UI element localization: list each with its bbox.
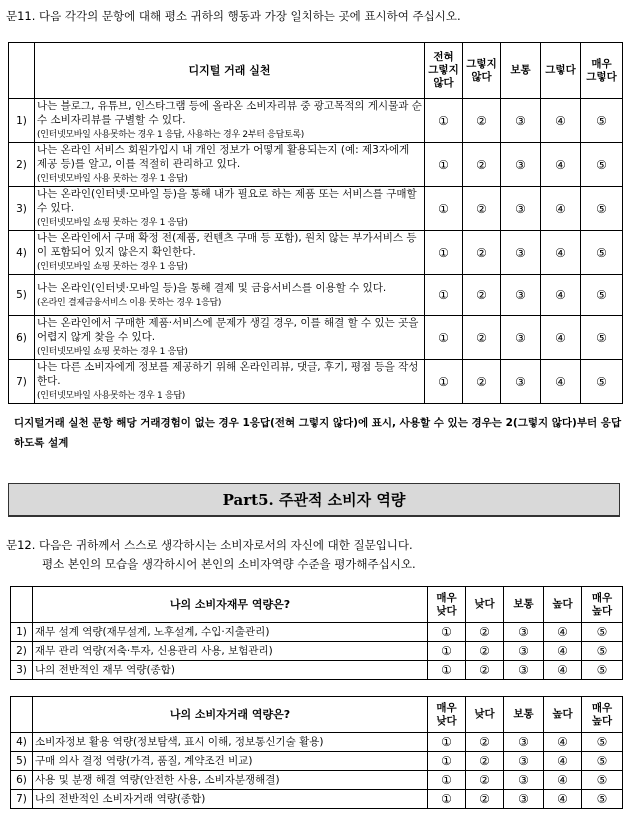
row-number: 4) [9, 231, 35, 275]
answer-option-3[interactable]: ③ [504, 733, 544, 752]
q12a-header-item: 나의 소비자재무 역량은? [33, 587, 428, 623]
answer-option-5[interactable]: ⑤ [582, 623, 623, 642]
row-item-text: 나는 온라인(인터넷·모바일 등)을 통해 결제 및 금융서비스를 이용할 수 있다. [37, 281, 387, 294]
answer-option-3[interactable]: ③ [504, 661, 544, 680]
row-item-note: (인터넷모바일 사용못하는 경우 1 응답, 사용하는 경우 2부터 응답토록) [37, 130, 304, 140]
table-row [11, 790, 623, 809]
answer-option-3[interactable]: ③ [504, 642, 544, 661]
row-number: 2) [11, 642, 33, 661]
answer-option-4[interactable]: ④ [544, 623, 582, 642]
answer-option-5[interactable]: ⑤ [582, 790, 623, 809]
answer-option-2[interactable]: ② [463, 187, 501, 231]
row-item [35, 360, 425, 404]
table-row [11, 661, 623, 680]
row-item-text: 구매 의사 결정 역량(가격, 품질, 계약조건 비교) [33, 752, 428, 771]
answer-option-4[interactable]: ④ [541, 275, 581, 316]
answer-option-3[interactable]: ③ [501, 187, 541, 231]
answer-option-5[interactable]: ⑤ [581, 99, 623, 143]
answer-option-2[interactable]: ② [466, 661, 504, 680]
row-number: 7) [11, 790, 33, 809]
q12-line1: 문12. 다음은 귀하께서 스스로 생각하시는 소비자로서의 자신에 대한 질문입니다. [6, 538, 413, 552]
answer-option-2[interactable]: ② [463, 360, 501, 404]
answer-option-3[interactable]: ③ [501, 316, 541, 360]
q11-header-col-2: 그렇지 않다 [463, 43, 501, 99]
row-number: 4) [11, 733, 33, 752]
table-row [9, 360, 623, 404]
q12a-header-col-4: 높다 [544, 587, 582, 623]
row-item-text: 나는 온라인에서 구매한 제품·서비스에 문제가 생길 경우, 이를 해결 할 수 있는 곳을 어렵지 않게 찾을 수 있다. [37, 317, 419, 343]
table-row [11, 733, 623, 752]
q12a-header-col-3: 보통 [504, 587, 544, 623]
answer-option-5[interactable]: ⑤ [581, 187, 623, 231]
q12-line2: 평소 본인의 모습을 생각하시어 본인의 소비자역량 수준을 평가해주십시오. [42, 557, 416, 571]
row-item-note: (온라인 결제금융서비스 이용 못하는 경우 1응답) [37, 297, 222, 308]
answer-option-4[interactable]: ④ [544, 733, 582, 752]
row-item [35, 187, 425, 231]
q11-header-col-5: 매우 그렇다 [581, 43, 623, 99]
q11-note: 디지털거래 실천 문항 해당 거래경험이 없는 경우 1응답(전혀 그렇지 않다)에 표시, 사용할 수 있는 경우는 2(그렇지 않다)부터 응답하도록 설계 [14, 417, 622, 449]
answer-option-5[interactable]: ⑤ [581, 316, 623, 360]
q12b-header-col-2: 낮다 [466, 697, 504, 733]
table-row [11, 771, 623, 790]
row-item [35, 275, 425, 316]
row-item-text: 나는 온라인(인터넷·모바일 등)을 통해 내가 필요로 하는 제품 또는 서비스를 구매할 수 있다. [37, 188, 417, 214]
answer-option-1[interactable]: ① [428, 733, 466, 752]
q11-header-col-1: 전혀 그렇지 않다 [425, 43, 463, 99]
answer-option-5[interactable]: ⑤ [581, 143, 623, 187]
answer-option-1[interactable]: ① [425, 143, 463, 187]
q12b-header-col-5: 매우 높다 [582, 697, 623, 733]
row-item [35, 316, 425, 360]
answer-option-4[interactable]: ④ [541, 231, 581, 275]
answer-option-1[interactable]: ① [428, 642, 466, 661]
q12-table-finance [10, 586, 623, 680]
answer-option-5[interactable]: ⑤ [581, 360, 623, 404]
q12a-header-col-2: 낮다 [466, 587, 504, 623]
answer-option-1[interactable]: ① [425, 360, 463, 404]
answer-option-1[interactable]: ① [428, 623, 466, 642]
row-item-text: 나는 온라인 서비스 회원가입시 내 개인 정보가 어떻게 활용되는지 (예: 제3자에게 제공 등)를 알고, 이를 적절히 관리하고 있다. [37, 144, 410, 170]
answer-option-4[interactable]: ④ [541, 143, 581, 187]
row-number: 3) [11, 661, 33, 680]
answer-option-1[interactable]: ① [425, 316, 463, 360]
answer-option-3[interactable]: ③ [501, 143, 541, 187]
answer-option-4[interactable]: ④ [541, 316, 581, 360]
q11-header-col-3: 보통 [501, 43, 541, 99]
row-number: 1) [11, 623, 33, 642]
row-item-text: 재무 관리 역량(저축·투자, 신용관리 사용, 보험관리) [33, 642, 428, 661]
part5-banner: Part5. 주관적 소비자 역량 [8, 483, 620, 517]
answer-option-2[interactable]: ② [463, 143, 501, 187]
row-number: 6) [11, 771, 33, 790]
q11-header-col-4: 그렇다 [541, 43, 581, 99]
row-item-text: 재무 설계 역량(재무설계, 노후설계, 수입·지출관리) [33, 623, 428, 642]
answer-option-5[interactable]: ⑤ [581, 231, 623, 275]
q11-header-item: 디지털 거래 실천 [35, 43, 425, 99]
table-row [9, 143, 623, 187]
row-item-note: (인터넷모바일 쇼핑 못하는 경우 1 응답) [37, 262, 188, 272]
answer-option-2[interactable]: ② [463, 99, 501, 143]
answer-option-2[interactable]: ② [463, 275, 501, 316]
table-row [9, 275, 623, 316]
row-item-text: 나의 전반적인 재무 역량(종합) [33, 661, 428, 680]
answer-option-2[interactable]: ② [466, 623, 504, 642]
answer-option-2[interactable]: ② [463, 316, 501, 360]
answer-option-3[interactable]: ③ [504, 790, 544, 809]
row-item-note: (인터넷모바일 사용못하는 경우 1 응답) [37, 391, 186, 401]
row-number: 5) [11, 752, 33, 771]
row-item-text: 소비자정보 활용 역량(정보탐색, 표시 이해, 정보통신기술 활용) [33, 733, 428, 752]
answer-option-4[interactable]: ④ [541, 360, 581, 404]
answer-option-2[interactable]: ② [466, 642, 504, 661]
answer-option-1[interactable]: ① [428, 790, 466, 809]
answer-option-2[interactable]: ② [466, 790, 504, 809]
table-row [9, 187, 623, 231]
row-number: 2) [9, 143, 35, 187]
answer-option-5[interactable]: ⑤ [582, 771, 623, 790]
row-item-note: (인터넷모바일 쇼핑 못하는 경우 1 응답) [37, 347, 188, 357]
answer-option-4[interactable]: ④ [544, 752, 582, 771]
table-row [11, 642, 623, 661]
answer-option-4[interactable]: ④ [544, 771, 582, 790]
answer-option-2[interactable]: ② [463, 231, 501, 275]
q12a-header-num [11, 587, 33, 623]
q12b-header-col-4: 높다 [544, 697, 582, 733]
q12b-header-col-1: 매우 낮다 [428, 697, 466, 733]
answer-option-3[interactable]: ③ [504, 771, 544, 790]
q11-table [8, 42, 623, 404]
q12b-header-num [11, 697, 33, 733]
answer-option-4[interactable]: ④ [541, 187, 581, 231]
q12a-header-col-1: 매우 낮다 [428, 587, 466, 623]
row-item-text: 나는 다른 소비자에게 정보를 제공하기 위해 온라인리뷰, 댓글, 후기, 평점 등을 작성한다. [37, 361, 419, 387]
q11-header-num [9, 43, 35, 99]
answer-option-5[interactable]: ⑤ [581, 275, 623, 316]
table-row [9, 231, 623, 275]
q12-table-transaction [10, 696, 623, 809]
answer-option-3[interactable]: ③ [504, 752, 544, 771]
row-item [35, 143, 425, 187]
row-item-note: (인터넷모바일 쇼핑 못하는 경우 1 응답) [37, 218, 188, 228]
answer-option-1[interactable]: ① [428, 661, 466, 680]
answer-option-3[interactable]: ③ [504, 623, 544, 642]
answer-option-3[interactable]: ③ [501, 360, 541, 404]
answer-option-1[interactable]: ① [425, 187, 463, 231]
row-item-text: 나는 블로그, 유튜브, 인스타그램 등에 올라온 소비자리뷰 중 광고목적의 게시물과 순수 소비자리뷰를 구별할 수 있다. [37, 100, 422, 126]
q12b-header-item: 나의 소비자거래 역량은? [33, 697, 428, 733]
answer-option-1[interactable]: ① [428, 771, 466, 790]
table-row [9, 99, 623, 143]
answer-option-5[interactable]: ⑤ [582, 752, 623, 771]
answer-option-2[interactable]: ② [466, 733, 504, 752]
answer-option-4[interactable]: ④ [541, 99, 581, 143]
table-row [11, 623, 623, 642]
row-number: 7) [9, 360, 35, 404]
row-item [35, 99, 425, 143]
answer-option-3[interactable]: ③ [501, 231, 541, 275]
row-number: 5) [9, 275, 35, 316]
row-item-text: 사용 및 분쟁 해결 역량(안전한 사용, 소비자분쟁해결) [33, 771, 428, 790]
row-number: 6) [9, 316, 35, 360]
table-row [9, 316, 623, 360]
answer-option-5[interactable]: ⑤ [582, 642, 623, 661]
row-item-note: (인터넷모바일 사용 못하는 경우 1 응답) [37, 174, 188, 184]
answer-option-1[interactable]: ① [425, 275, 463, 316]
answer-option-1[interactable]: ① [428, 752, 466, 771]
answer-option-1[interactable]: ① [425, 231, 463, 275]
row-number: 1) [9, 99, 35, 143]
answer-option-3[interactable]: ③ [501, 99, 541, 143]
answer-option-3[interactable]: ③ [501, 275, 541, 316]
answer-option-5[interactable]: ⑤ [582, 661, 623, 680]
q11-title: 문11. 다음 각각의 문항에 대해 평소 귀하의 행동과 가장 일치하는 곳에 표시하여 주십시오. [6, 9, 461, 23]
answer-option-4[interactable]: ④ [544, 790, 582, 809]
q12b-header-col-3: 보통 [504, 697, 544, 733]
answer-option-4[interactable]: ④ [544, 642, 582, 661]
row-number: 3) [9, 187, 35, 231]
answer-option-1[interactable]: ① [425, 99, 463, 143]
row-item [35, 231, 425, 275]
row-item-text: 나의 전반적인 소비자거래 역량(종합) [33, 790, 428, 809]
answer-option-2[interactable]: ② [466, 771, 504, 790]
answer-option-2[interactable]: ② [466, 752, 504, 771]
answer-option-5[interactable]: ⑤ [582, 733, 623, 752]
answer-option-4[interactable]: ④ [544, 661, 582, 680]
table-row [11, 752, 623, 771]
q12a-header-col-5: 매우 높다 [582, 587, 623, 623]
row-item-text: 나는 온라인에서 구매 확정 전(제품, 컨텐츠 구매 등 포함), 원치 않는 부가서비스 등이 포함되어 있지 않은지 확인한다. [37, 232, 417, 258]
